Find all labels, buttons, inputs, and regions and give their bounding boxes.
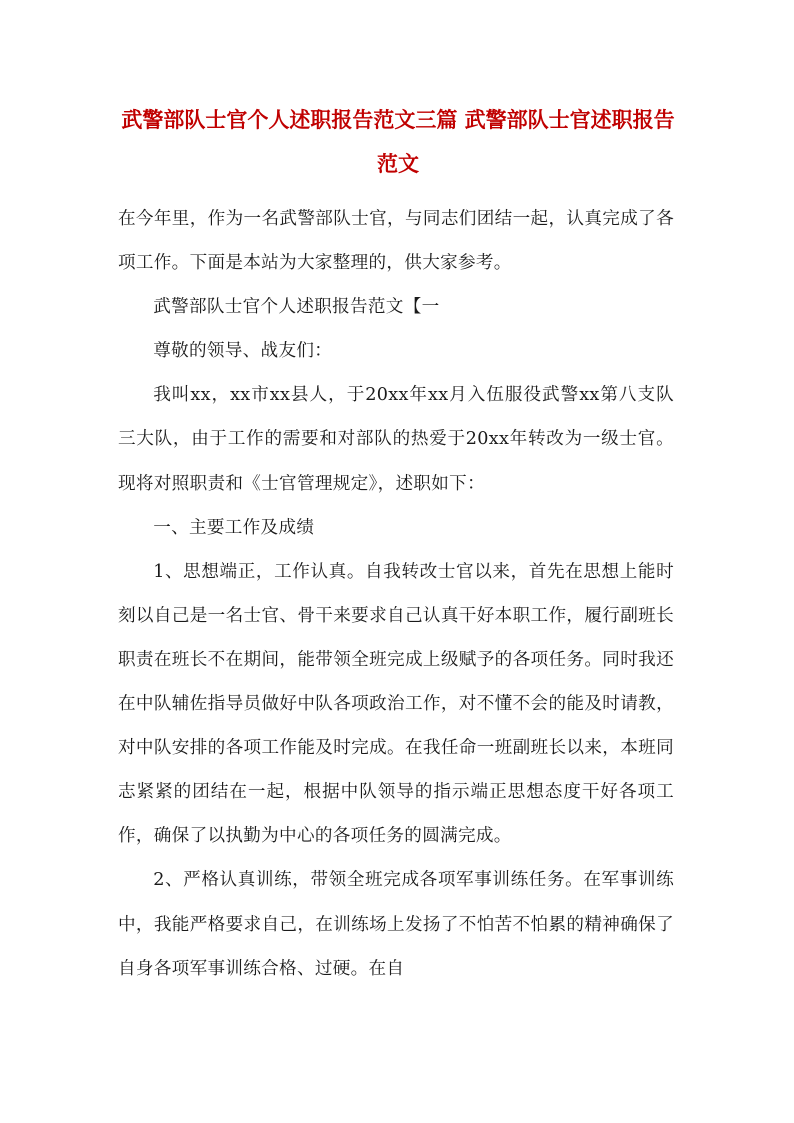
paragraph-self-intro: 我叫xx，xx市xx县人，于20xx年xx月入伍服役武警xx第八支队三大队，由于工作的需要和对部队的热爱于20xx年转改为一级士官。现将对照职责和《士官管理规定》，述职如下： bbox=[118, 385, 674, 494]
paragraph-point-2: 2、严格认真训练，带领全班完成各项军事训练任务。在军事训练中，我能严格要求自己，在训练场上发扬了不怕苦不怕累的精神确保了自身各项军事训练合格、过硬。在自 bbox=[118, 870, 674, 979]
paragraph-salutation: 尊敬的领导、战友们： bbox=[153, 341, 333, 362]
document-body bbox=[118, 197, 674, 991]
paragraph-main-work-heading: 一、主要工作及成绩 bbox=[153, 517, 315, 538]
paragraph-intro: 在今年里，作为一名武警部队士官，与同志们团结一起，认真完成了各项工作。下面是本站为大家整理的，供大家参考。 bbox=[118, 209, 674, 274]
paragraph-point-1: 1、思想端正，工作认真。自我转改士官以来，首先在思想上能时刻以自己是一名士官、骨干来要求自己认真干好本职工作，履行副班长职责在班长不在期间，能带领全班完成上级赋予的各项任务。同时我还在中队辅佐指导员做好中队各项政治工作，对不懂不会的能及时请教，对中队安排的各项工作能及时完成。在我任命一班副班长以来，本班同志紧紧的团结在一起，根据中队领导的指示端正思想态度干好各项工作，确保了以执勤为中心的各项任务的圆满完成。 bbox=[118, 561, 674, 847]
document-title: 武警部队士官个人述职报告范文三篇 武警部队士官述职报告范文 bbox=[121, 107, 675, 176]
paragraph-section-heading: 武警部队士官个人述职报告范文【一 bbox=[153, 297, 440, 318]
